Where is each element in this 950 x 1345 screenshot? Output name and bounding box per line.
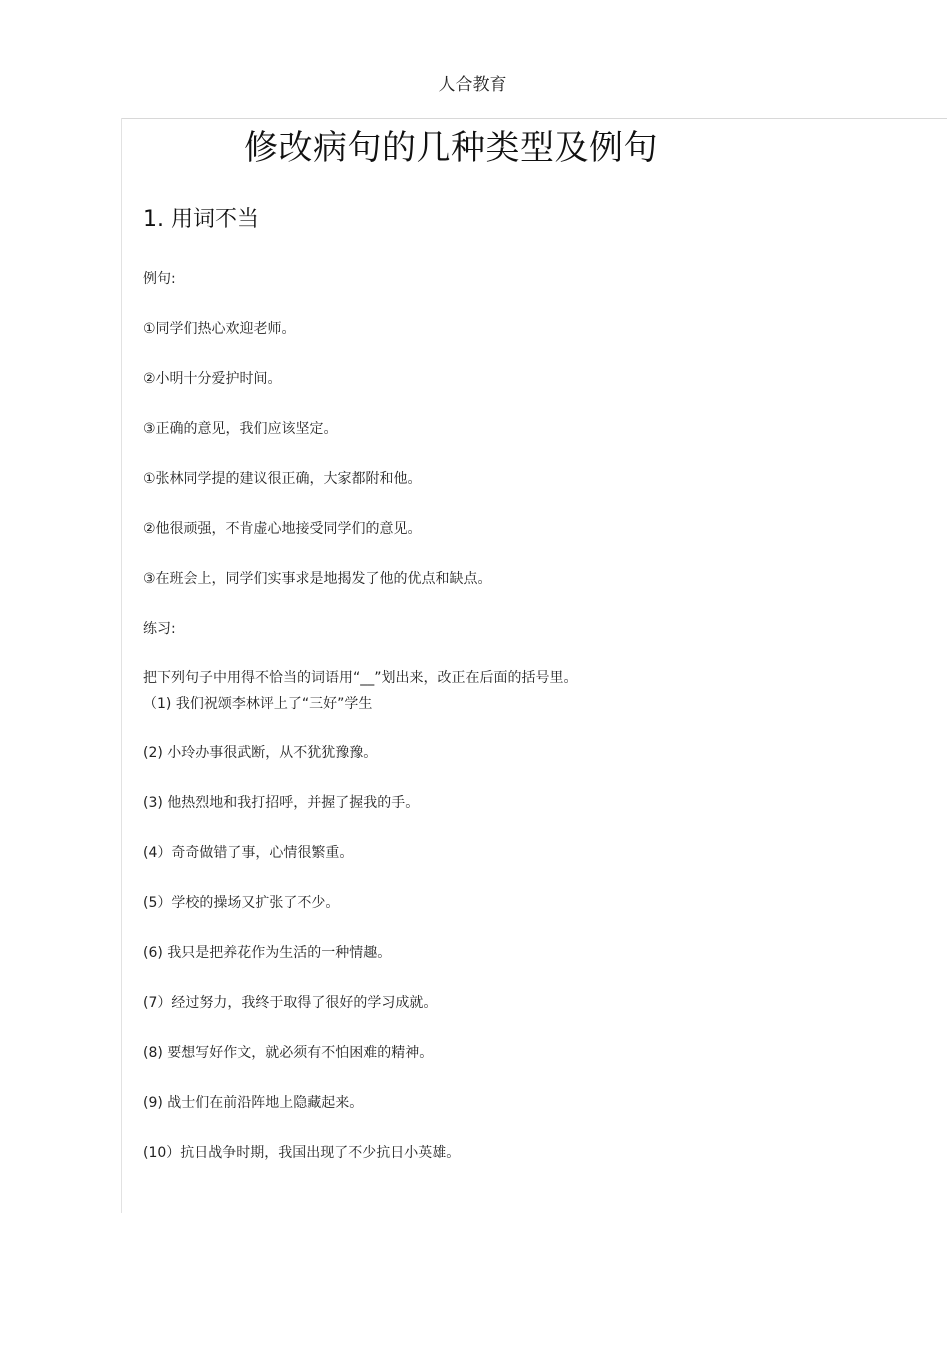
exercise-item-10: (10）抗日战争时期，我国出现了不少抗日小英雄。 [143,1145,461,1161]
example-sentence-1: ①同学们热心欢迎老师。 [143,321,296,337]
example-sentence-2: ②小明十分爱护时间。 [143,371,282,387]
example-sentence-4: ①张林同学提的建议很正确，大家都附和他。 [143,471,422,487]
exercise-item-9: (9) 战士们在前沿阵地上隐藏起来。 [143,1095,364,1111]
example-sentence-3: ③正确的意见，我们应该坚定。 [143,421,338,437]
exercise-item-8: (8) 要想写好作文，就必须有不怕困难的精神。 [143,1045,434,1061]
practice-label: 练习: [143,621,176,637]
example-sentence-5: ②他很顽强，不肯虚心地接受同学们的意见。 [143,521,422,537]
document-title: 修改病句的几种类型及例句 [244,128,658,168]
exercise-item-1: （1) 我们祝颂李林评上了“三好”学生 [143,696,373,712]
exercise-item-5: (5）学校的操场又扩张了不少。 [143,895,340,911]
example-sentence-6: ③在班会上，同学们实事求是地揭发了他的优点和缺点。 [143,571,492,587]
page-header: 人合教育 [438,75,507,95]
exercise-item-2: (2) 小玲办事很武断，从不犹犹豫豫。 [143,745,378,761]
exercise-item-4: (4）奇奇做错了事，心情很繁重。 [143,845,354,861]
practice-instruction: 把下列句子中用得不恰当的词语用“__”划出来，改正在后面的括号里。 [143,670,578,686]
section-heading: 1. 用词不当 [143,207,259,232]
left-margin-line [121,118,122,1213]
header-divider [121,118,947,119]
example-label: 例句: [143,271,176,287]
exercise-item-3: (3) 他热烈地和我打招呼，并握了握我的手。 [143,795,420,811]
exercise-item-6: (6) 我只是把养花作为生活的一种情趣。 [143,945,392,961]
exercise-item-7: (7）经过努力，我终于取得了很好的学习成就。 [143,995,438,1011]
